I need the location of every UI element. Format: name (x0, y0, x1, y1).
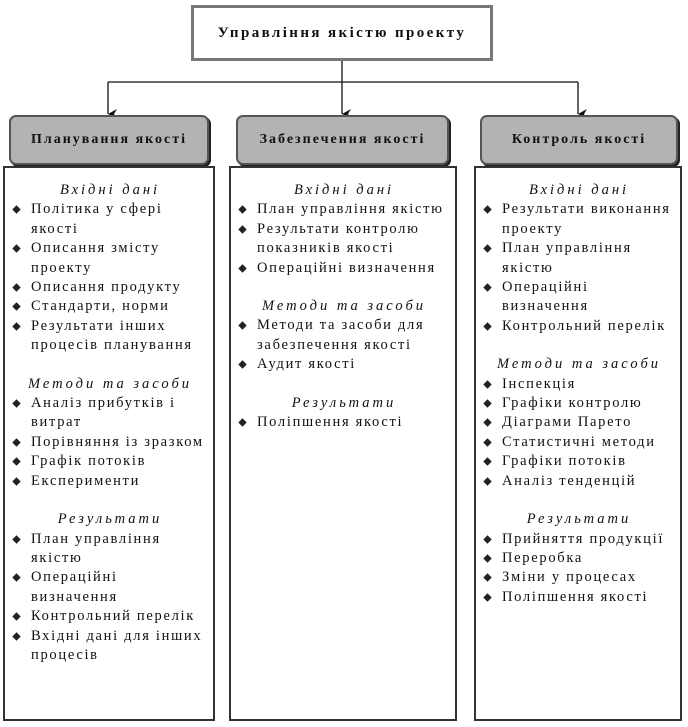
list-item: Операційні визначення (237, 259, 451, 278)
diamond-bullet-icon (12, 399, 20, 407)
diamond-bullet-icon (483, 458, 491, 466)
diamond-bullet-icon (12, 612, 20, 620)
planning-section-results (11, 510, 209, 665)
root-title: Управління якістю проекту (217, 24, 467, 41)
list-item: Контрольний перелік (11, 607, 209, 626)
diamond-bullet-icon (483, 574, 491, 582)
list-item: Контрольний перелік (482, 317, 676, 336)
list-item: План управління якістю (237, 200, 451, 219)
diamond-bullet-icon (12, 283, 20, 291)
list-item: План управління якістю (482, 239, 676, 278)
list-item: Поліпшення якості (237, 413, 451, 432)
diamond-bullet-icon (483, 380, 491, 388)
header-planning-label: Планування якості (30, 132, 187, 147)
column-control (474, 166, 682, 721)
control-section-inputs (482, 181, 676, 336)
list-item: Результати виконання проекту (482, 200, 676, 239)
diamond-bullet-icon (238, 206, 246, 214)
diamond-bullet-icon (483, 535, 491, 543)
list-item: Стандарти, норми (11, 297, 209, 316)
diamond-bullet-icon (483, 419, 491, 427)
diamond-bullet-icon (483, 399, 491, 407)
list-item: План управління якістю (11, 530, 209, 569)
header-assurance-label: Забезпечення якості (259, 132, 426, 147)
section-title: Вхідні дані (293, 182, 395, 198)
section-title: Вхідні дані (528, 182, 630, 198)
column-planning (3, 166, 215, 721)
diamond-bullet-icon (12, 206, 20, 214)
list-item: Методи та засоби для забезпечення якості (237, 316, 451, 355)
section-title: Методи та засоби (497, 356, 661, 373)
list-item: Операційні визначення (11, 568, 209, 607)
section-title: Методи та засоби (28, 375, 192, 392)
section-title: Вхідні дані (59, 182, 161, 198)
section-title: Результати (526, 511, 632, 528)
list-item: Порівняння із зразком (11, 433, 209, 452)
header-planning (9, 115, 209, 165)
diamond-bullet-icon (483, 283, 491, 291)
section-title: Методи та засоби (262, 298, 426, 315)
section-title: Результати (291, 394, 397, 411)
list-item: Аудит якості (237, 355, 451, 374)
diamond-bullet-icon (12, 303, 20, 311)
diamond-bullet-icon (12, 458, 20, 466)
planning-section-inputs (11, 181, 209, 356)
control-section-results (482, 510, 676, 607)
list-item: Описання продукту (11, 278, 209, 297)
diamond-bullet-icon (483, 245, 491, 253)
planning-section-methods (11, 375, 209, 491)
column-assurance (229, 166, 457, 721)
diamond-bullet-icon (12, 535, 20, 543)
diamond-bullet-icon (238, 418, 246, 426)
diamond-bullet-icon (12, 322, 20, 330)
diamond-bullet-icon (12, 477, 20, 485)
control-section-methods (482, 355, 676, 491)
root-box (191, 5, 493, 61)
diamond-bullet-icon (483, 206, 491, 214)
diamond-bullet-icon (12, 632, 20, 640)
diamond-bullet-icon (238, 225, 246, 233)
list-item: Прийняття продукції (482, 530, 676, 549)
list-item: Результати контролю показників якості (237, 220, 451, 259)
header-control-label: Контроль якості (511, 132, 647, 147)
list-item: Статистичні методи (482, 433, 676, 452)
diamond-bullet-icon (238, 322, 246, 330)
section-title: Результати (57, 511, 163, 528)
diamond-bullet-icon (12, 438, 20, 446)
assurance-section-inputs (237, 181, 451, 278)
list-item: Інспекція (482, 375, 676, 394)
diamond-bullet-icon (238, 264, 246, 272)
diamond-bullet-icon (483, 477, 491, 485)
list-item: Графік потоків (11, 452, 209, 471)
list-item: Експерименти (11, 472, 209, 491)
diamond-bullet-icon (483, 322, 491, 330)
header-control (480, 115, 678, 165)
list-item: Описання змісту проекту (11, 239, 209, 278)
diamond-bullet-icon (12, 245, 20, 253)
assurance-section-results (237, 394, 451, 433)
list-item: Вхідні дані для інших процесів (11, 627, 209, 666)
diamond-bullet-icon (483, 593, 491, 601)
list-item: Графіки контролю (482, 394, 676, 413)
list-item: Аналіз прибутків і витрат (11, 394, 209, 433)
list-item: Результати інших процесів планування (11, 317, 209, 356)
list-item: Поліпшення якості (482, 588, 676, 607)
list-item: Діаграми Парето (482, 413, 676, 432)
list-item: Зміни у процесах (482, 568, 676, 587)
list-item: Графіки потоків (482, 452, 676, 471)
diamond-bullet-icon (238, 361, 246, 369)
diamond-bullet-icon (12, 574, 20, 582)
list-item: Переробка (482, 549, 676, 568)
list-item: Політика у сфері якості (11, 200, 209, 239)
list-item: Аналіз тенденцій (482, 472, 676, 491)
header-assurance (236, 115, 449, 165)
assurance-section-methods (237, 297, 451, 375)
diamond-bullet-icon (483, 438, 491, 446)
diamond-bullet-icon (483, 554, 491, 562)
list-item: Операційні визначення (482, 278, 676, 317)
